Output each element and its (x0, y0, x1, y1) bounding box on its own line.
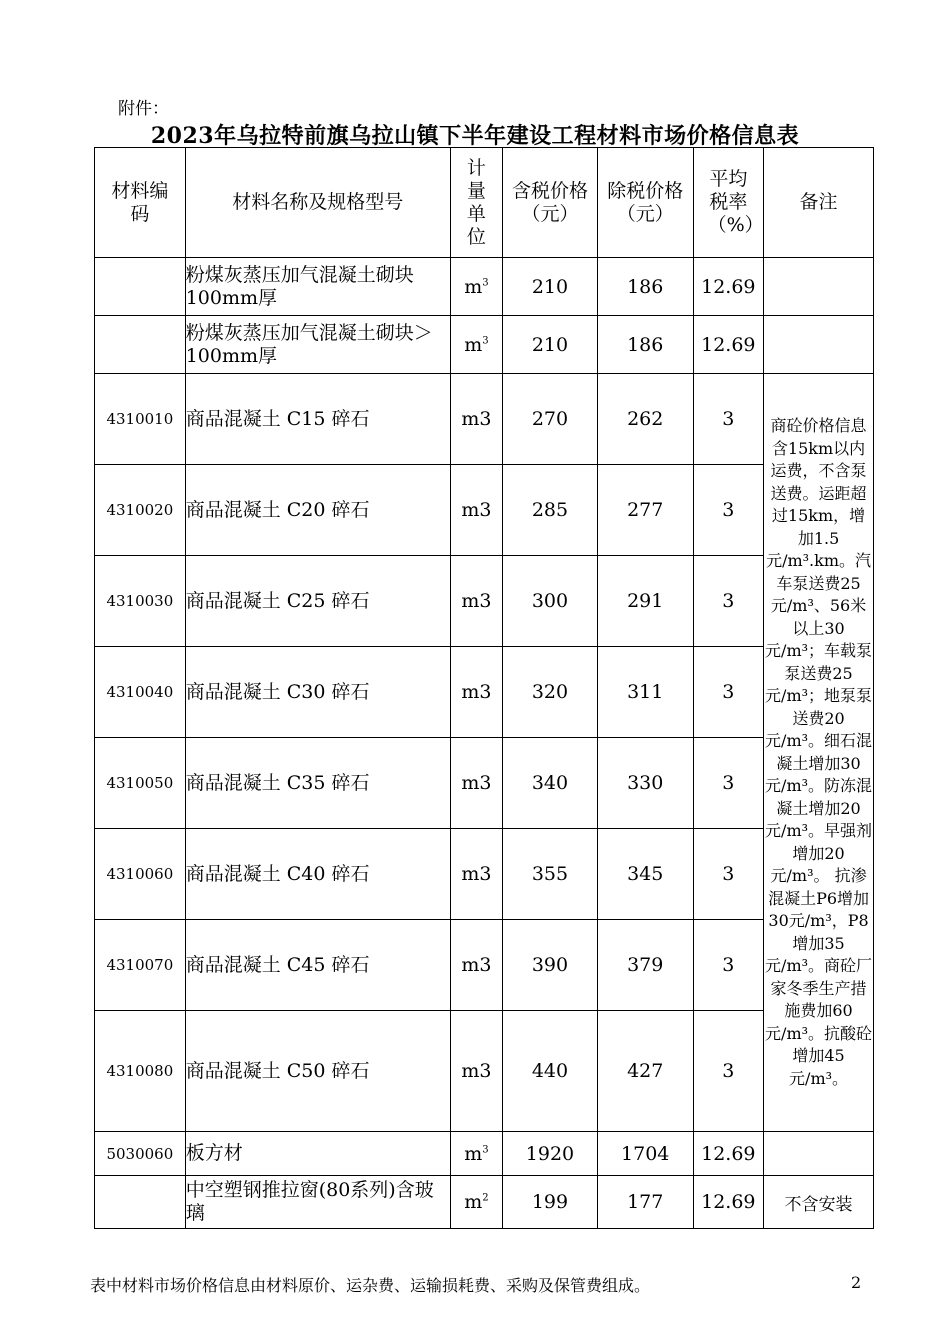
cell-name: 板方材 (185, 1132, 450, 1176)
cell-unit: m3 (450, 465, 502, 556)
cell-unit: $m^3$ (450, 1132, 502, 1176)
cell-name: 商品混凝土 C50 碎石 (185, 1011, 450, 1132)
cell-unit: m3 (450, 1011, 502, 1132)
col-header-note: 备注 (764, 148, 874, 258)
cell-name: 粉煤灰蒸压加气混凝土砌块100mm厚 (185, 258, 450, 316)
cell-name: 商品混凝土 C15 碎石 (185, 374, 450, 465)
cell-code (95, 258, 186, 316)
table-row (95, 738, 874, 829)
cell-tax-rate: 12.69 (693, 1176, 764, 1229)
header-row (95, 148, 874, 258)
col-header-price-notax: 除税价格（元） (597, 148, 693, 258)
cell-name: 中空塑钢推拉窗(80系列)含玻璃 (185, 1176, 450, 1229)
cell-price-notax: 427 (597, 1011, 693, 1132)
cell-price-tax: 440 (503, 1011, 598, 1132)
cell-tax-rate: 3 (693, 1011, 764, 1132)
cell-price-notax: 311 (597, 647, 693, 738)
cell-note (764, 1132, 874, 1176)
cell-code (95, 1176, 186, 1229)
table-row (95, 1132, 874, 1176)
table-row (95, 316, 874, 374)
attachment-label: 附件： (118, 99, 169, 119)
cell-note (764, 316, 874, 374)
cell-tax-rate: 12.69 (693, 316, 764, 374)
col-header-code: 材料编码 (95, 148, 186, 258)
cell-price-notax: 379 (597, 920, 693, 1011)
cell-code: 5030060 (95, 1132, 186, 1176)
cell-name: 商品混凝土 C45 碎石 (185, 920, 450, 1011)
cell-name: 商品混凝土 C20 碎石 (185, 465, 450, 556)
cell-note (764, 258, 874, 316)
cell-price-notax: 330 (597, 738, 693, 829)
cell-price-notax: 1704 (597, 1132, 693, 1176)
price-table (94, 147, 874, 1229)
cell-name: 商品混凝土 C25 碎石 (185, 556, 450, 647)
cell-unit: m3 (450, 920, 502, 1011)
cell-note: 不含安装 (764, 1176, 874, 1229)
table-row (95, 374, 874, 465)
col-header-tax-rate: 平均税率（%） (693, 148, 764, 258)
cell-price-notax: 345 (597, 829, 693, 920)
cell-price-tax: 199 (503, 1176, 598, 1229)
table-row (95, 647, 874, 738)
cell-code: 4310050 (95, 738, 186, 829)
cell-price-notax: 186 (597, 258, 693, 316)
col-header-name: 材料名称及规格型号 (185, 148, 450, 258)
cell-price-tax: 1920 (503, 1132, 598, 1176)
cell-unit: m3 (450, 647, 502, 738)
cell-unit: $m^2$ (450, 1176, 502, 1229)
cell-price-tax: 210 (503, 258, 598, 316)
cell-tax-rate: 12.69 (693, 258, 764, 316)
cell-unit: m3 (450, 374, 502, 465)
table-row (95, 465, 874, 556)
cell-unit: m3 (450, 738, 502, 829)
cell-code: 4310070 (95, 920, 186, 1011)
table-row (95, 1176, 874, 1229)
cell-tax-rate: 3 (693, 374, 764, 465)
cell-tax-rate: 3 (693, 647, 764, 738)
cell-name: 商品混凝土 C30 碎石 (185, 647, 450, 738)
cell-price-tax: 390 (503, 920, 598, 1011)
cell-price-notax: 277 (597, 465, 693, 556)
cell-code: 4310060 (95, 829, 186, 920)
cell-price-notax: 262 (597, 374, 693, 465)
cell-price-tax: 285 (503, 465, 598, 556)
table-row (95, 258, 874, 316)
page-title: 2023年乌拉特前旗乌拉山镇下半年建设工程材料市场价格信息表 (150, 123, 800, 149)
concrete-note: 商砼价格信息含15km以内运费，不含泵送费。运距超过15km，增加1.5元/m³.km。汽车泵送费25元/m³、56米以上30元/m³；车载泵泵送费25元/m³；地泵泵送费20元/m³。细石混凝土增加30元/m³。防冻混凝土增加20元/m³。早强剂增加20元/m³。 抗渗混凝土P6增加30元/m³，P8增加35元/m³。商砼厂家冬季生产措施费加60元/m³。抗酸砼增加45元/m³。 (764, 374, 874, 1132)
cell-price-tax: 210 (503, 316, 598, 374)
cell-unit: $m^3$ (450, 258, 502, 316)
cell-unit: m3 (450, 556, 502, 647)
cell-code: 4310020 (95, 465, 186, 556)
cell-price-tax: 355 (503, 829, 598, 920)
cell-price-tax: 320 (503, 647, 598, 738)
cell-tax-rate: 3 (693, 738, 764, 829)
cell-price-notax: 186 (597, 316, 693, 374)
cell-price-notax: 177 (597, 1176, 693, 1229)
cell-tax-rate: 3 (693, 920, 764, 1011)
cell-name: 商品混凝土 C35 碎石 (185, 738, 450, 829)
cell-price-tax: 340 (503, 738, 598, 829)
cell-name: 商品混凝土 C40 碎石 (185, 829, 450, 920)
cell-code: 4310080 (95, 1011, 186, 1132)
cell-code (95, 316, 186, 374)
footer-note: 表中材料市场价格信息由材料原价、运杂费、运输损耗费、采购及保管费组成。 (90, 1276, 651, 1295)
cell-price-tax: 270 (503, 374, 598, 465)
cell-price-notax: 291 (597, 556, 693, 647)
cell-unit: m3 (450, 829, 502, 920)
table-row (95, 556, 874, 647)
cell-code: 4310040 (95, 647, 186, 738)
cell-code: 4310030 (95, 556, 186, 647)
col-header-price-tax: 含税价格（元） (503, 148, 598, 258)
table-row (95, 1011, 874, 1132)
cell-code: 4310010 (95, 374, 186, 465)
cell-tax-rate: 12.69 (693, 1132, 764, 1176)
page-number: 2 (851, 1273, 862, 1292)
col-header-unit: 计量单位 (450, 148, 502, 258)
table-row (95, 829, 874, 920)
cell-name: 粉煤灰蒸压加气混凝土砌块＞100mm厚 (185, 316, 450, 374)
cell-unit: $m^3$ (450, 316, 502, 374)
cell-tax-rate: 3 (693, 465, 764, 556)
cell-tax-rate: 3 (693, 829, 764, 920)
cell-price-tax: 300 (503, 556, 598, 647)
table-row (95, 920, 874, 1011)
cell-tax-rate: 3 (693, 556, 764, 647)
